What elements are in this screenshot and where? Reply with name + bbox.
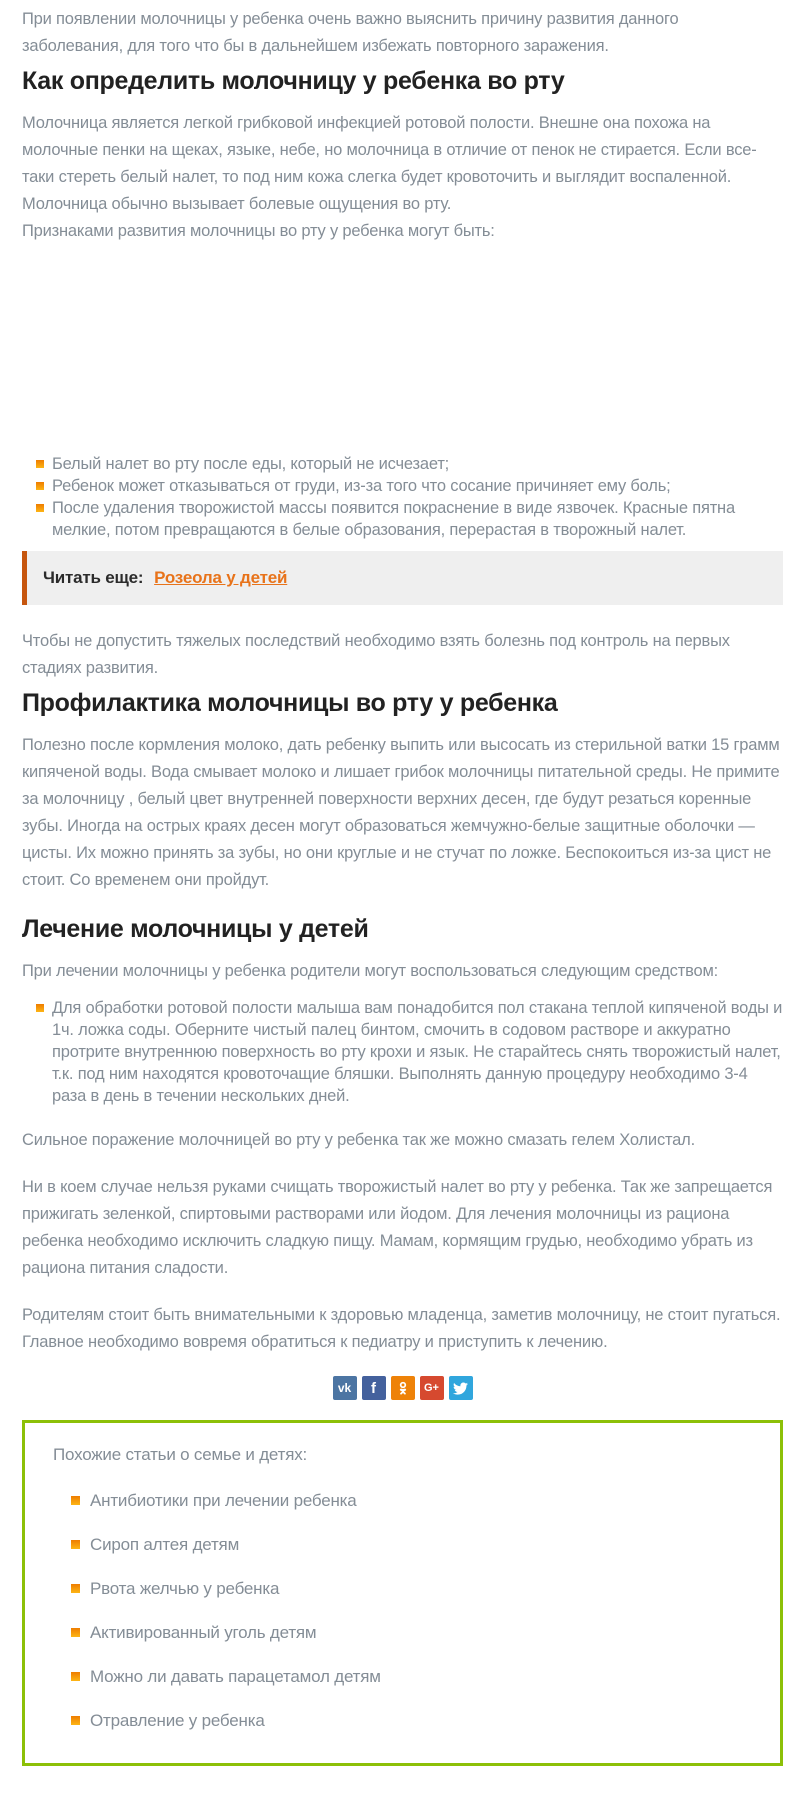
paragraph-treatment-2: Сильное поражение молочницей во рту у ребенка так же можно смазать гелем Холистал. bbox=[22, 1131, 695, 1149]
share-facebook-button[interactable] bbox=[362, 1376, 386, 1400]
odnoklassniki-icon bbox=[396, 1381, 410, 1395]
facebook-icon: f bbox=[371, 1379, 376, 1397]
read-also-callout bbox=[22, 551, 783, 605]
list-item: Для обработки ротовой полости малыша вам понадобится пол стакана теплой кипяченой воды и 1ч. ложка соды. Оберните чистый палец бинтом, смочить в содовом растворе и аккуратно протрите внутреннюю поверхность во рту крохи и язык. Не старайтесь снять творожистый налет, т.к. под ним находятся кровоточащие бляшки. Выполнять данную процедуру необходимо 3-4 раза в день в течении нескольких дней. bbox=[36, 997, 783, 1107]
paragraph-treatment-4: Родителям стоит быть внимательными к здоровью младенца, заметив молочницу, не стоит пугаться. Главное необходимо вовремя обратиться к педиатру и приступить к лечению. bbox=[22, 1306, 781, 1351]
share-odnoklassniki-button[interactable] bbox=[391, 1376, 415, 1400]
paragraph-treatment-3: Ни в коем случае нельзя руками счищать творожистый налет во рту у ребенка. Так же запрещается прижигать зеленкой, спиртовыми растворами или йодом. Для лечения молочницы из рациона ребенка необходимо исключить сладкую пищу. Мамам, кормящим грудью, необходимо убрать из рациона питания сладости. bbox=[22, 1178, 773, 1277]
list-item: Белый налет во рту после еды, который не исчезает; bbox=[36, 453, 783, 475]
read-also-label: Читать еще: bbox=[43, 568, 144, 587]
related-articles-title: Похожие статьи о семье и детях: bbox=[53, 1445, 308, 1464]
related-article-link[interactable]: Сироп алтея детям bbox=[71, 1535, 752, 1555]
related-article-link[interactable]: Активированный уголь детям bbox=[71, 1623, 752, 1643]
related-article-link[interactable]: Отравление у ребенка bbox=[71, 1711, 752, 1731]
treatment-list bbox=[22, 997, 783, 1107]
paragraph-treatment-intro: При лечении молочницы у ребенка родители могут воспользоваться следующим средством: bbox=[22, 962, 718, 980]
share-vk-button[interactable] bbox=[333, 1376, 357, 1400]
related-article-link[interactable]: Рвота желчью у ребенка bbox=[71, 1579, 752, 1599]
related-article-link[interactable]: Можно ли давать парацетамол детям bbox=[71, 1667, 752, 1687]
vk-icon: vk bbox=[337, 1381, 352, 1395]
empty-ad-space bbox=[22, 245, 783, 445]
share-twitter-button[interactable] bbox=[449, 1376, 473, 1400]
list-item: После удаления творожистой массы появится покраснение в виде язвочек. Красные пятна мелкие, потом превращаются в белые образования, перерастая в творожный налет. bbox=[36, 497, 783, 541]
paragraph-prevention: Полезно после кормления молоко, дать ребенку выпить или высосать из стерильной ватки 15 грамм кипяченой воды. Вода смывает молоко и лишает грибок молочницы питательной среды. Не примите за молочницу , белый цвет внутренней поверхности верхних десен, где будут резаться коренные зубы. Иногда на острых краях десен могут образоваться жемчужно-белые защитные оболочки — цисты. Их можно принять за зубы, но они круглые и не стучат по ложке. Беспокоиться из-за цист не стоит. Со временем они пройдут. bbox=[22, 736, 780, 889]
share-google-plus-button[interactable] bbox=[420, 1376, 444, 1400]
paragraph-control: Чтобы не допустить тяжелых последствий необходимо взять болезнь под контроль на первых стадиях развития. bbox=[22, 632, 730, 677]
symptoms-list bbox=[22, 453, 783, 541]
section-heading-treatment: Лечение молочницы у детей bbox=[22, 915, 369, 943]
read-also-link[interactable]: Розеола у детей bbox=[154, 568, 288, 587]
section-heading-prevention: Профилактика молочницы во рту у ребенка bbox=[22, 689, 558, 717]
paragraph-identify-2: Признаками развития молочницы во рту у ребенка могут быть: bbox=[22, 222, 495, 240]
paragraph-identify-1: Молочница является легкой грибковой инфекцией ротовой полости. Внешне она похожа на молочные пенки на щеках, языке, небе, но молочница в отличие от пенок не стирается. Если все-таки стереть белый налет, то под ним кожа слегка будет кровоточить и выглядит воспаленной. Молочница обычно вызывает болевые ощущения во рту. bbox=[22, 114, 757, 213]
social-share-row bbox=[22, 1376, 783, 1400]
related-article-link[interactable]: Антибиотики при лечении ребенка bbox=[71, 1491, 752, 1511]
related-articles-list bbox=[53, 1491, 752, 1731]
list-item: Ребенок может отказываться от груди, из-за того что сосание причиняет ему боль; bbox=[36, 475, 783, 497]
related-articles-box bbox=[22, 1420, 783, 1766]
twitter-icon bbox=[453, 1381, 468, 1396]
section-heading-identify: Как определить молочницу у ребенка во рту bbox=[22, 67, 565, 95]
intro-paragraph: При появлении молочницы у ребенка очень важно выяснить причину развития данного заболевания, для того что бы в дальнейшем избежать повторного заражения. bbox=[22, 10, 679, 55]
google-plus-icon: G+ bbox=[424, 1382, 439, 1394]
